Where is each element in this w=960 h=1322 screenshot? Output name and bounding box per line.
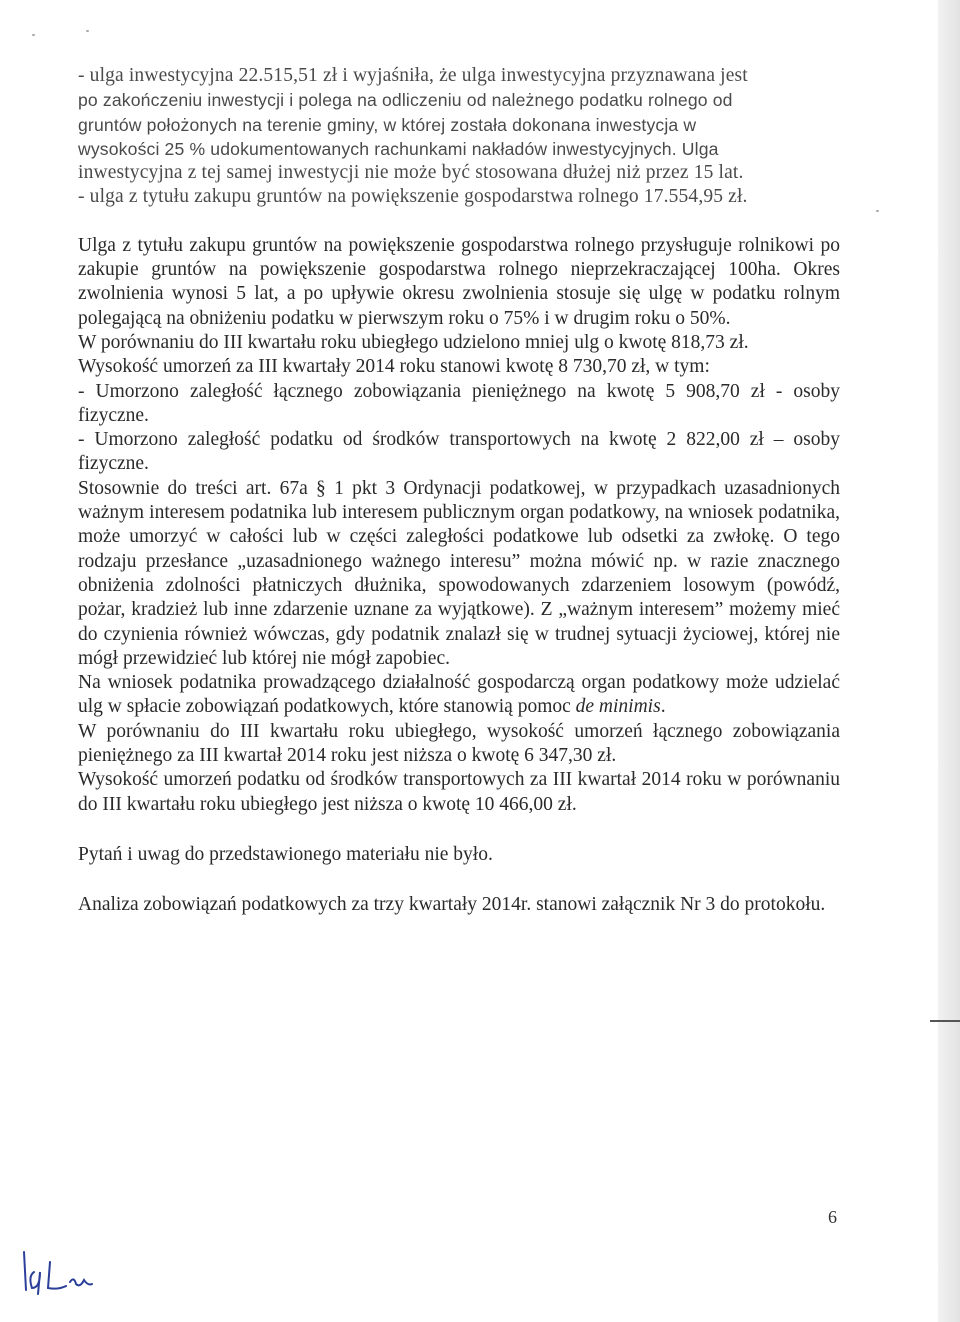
- scan-speck: [86, 30, 89, 32]
- paragraph-text: Na wniosek podatnika prowadzącego działalność gospodarczą organ podatkowy może udzielać ulg w spłacie zobowiązań podatkowych, które stanowią pomoc: [78, 672, 840, 718]
- document-body: [78, 64, 840, 918]
- paragraph: Wysokość umorzeń podatku od środków transportowych za III kwartał 2014 roku w porównaniu do III kwartału roku ubiegłego jest niższa o kwotę 10 466,00 zł.: [78, 769, 840, 815]
- relief-description: [78, 234, 840, 817]
- paragraph: - Umorzono zaległość podatku od środków transportowych na kwotę 2 822,00 zł – osoby fizyczne.: [78, 429, 840, 475]
- paragraph: Ulga z tytułu zakupu gruntów na powiększenie gospodarstwa rolnego przysługuje rolnikowi po zakupie gruntów na powiększenie gospodarstwa rolnego nieprzekraczającej 100ha. Okres zwolnienia wynosi 5 lat, a po upływie okresu zwolnienia stosuje się ulgę w podatku rolnym polegającą na obniżeniu podatku w pierwszym roku o 75% i w drugim roku o 50%.: [78, 234, 840, 329]
- paragraph: - Umorzono zaległość łącznego zobowiązania pieniężnego na kwotę 5 908,70 zł - osoby fizyczne.: [78, 380, 840, 426]
- scan-speck: [32, 34, 35, 36]
- scan-speck: [876, 210, 879, 212]
- paragraph: W porównaniu do III kwartału roku ubiegłego, wysokość umorzeń łącznego zobowiązania pieniężnego za III kwartał 2014 roku jest niższa o kwotę 6 347,30 zł.: [78, 720, 840, 767]
- text-line: - ulga z tytułu zakupu gruntów na powiększenie gospodarstwa rolnego 17.554,95 zł.: [78, 186, 748, 208]
- paragraph: W porównaniu do III kwartału roku ubiegłego udzielono mniej ulg o kwotę 818,73 zł.: [78, 331, 749, 353]
- paragraph: Stosownie do treści art. 67a § 1 pkt 3 Ordynacji podatkowej, w przypadkach uzasadnionych ważnym interesem podatnika lub interesem publicznym organ podatkowy, na wniosek podatnika, może umorzyć w całości lub w części zaległości podatkowe lub odsetki za zwłokę. O tego rodzaju przesłance „uzasadnionego ważnego interesu” można mówić np. w razie znacznego obniżenia zdolności płatniczych dłużnika, spowodowanych zdarzeniem losowym (powódź, pożar, kradzież lub inne zdarzenie uznane za wyjątkowe). Z „ważnym interesem” możemy mieć do czynienia również wówczas, gdy podatnik znalazł się w trudnej sytuacji życiowej, której nie mógł przewidzieć lub której nie mógł zapobiec.: [78, 477, 840, 669]
- scan-edge: [938, 0, 960, 1322]
- text-line: wysokości 25 % udokumentowanych rachunkami nakładów inwestycyjnych. Ulga: [78, 138, 719, 159]
- text-line: po zakończeniu inwestycji i polega na odliczeniu od należnego podatku rolnego od: [78, 90, 733, 111]
- attachment-note: Analiza zobowiązań podatkowych za trzy kwartały 2014r. stanowi załącznik Nr 3 do protokołu.: [78, 894, 826, 916]
- paragraph: Na wniosek podatnika prowadzącego działalność gospodarczą organ podatkowy może udzielać ulg w spłacie zobowiązań podatkowych, które stanowią pomoc de minimis.: [78, 672, 840, 718]
- text-line: gruntów położonych na terenie gminy, w której została dokonana inwestycja w: [78, 114, 697, 135]
- relief-list: [78, 64, 840, 210]
- text-line: - ulga inwestycyjna 22.515,51 zł i wyjaśniła, że ulga inwestycyjna przyznawana jest: [78, 65, 748, 86]
- questions-note: Pytań i uwag do przedstawionego materiału nie było.: [78, 843, 493, 865]
- text-line: inwestycyjna z tej samej inwestycji nie może być stosowana dłużej niż przez 15 lat.: [78, 162, 744, 184]
- signature-initials: [14, 1242, 134, 1302]
- italic-term: de minimis: [575, 696, 661, 718]
- scan-edge-mark: [930, 1020, 960, 1022]
- paragraph: Wysokość umorzeń za III kwartały 2014 roku stanowi kwotę 8 730,70 zł, w tym:: [78, 356, 710, 378]
- page-number: 6: [828, 1207, 837, 1227]
